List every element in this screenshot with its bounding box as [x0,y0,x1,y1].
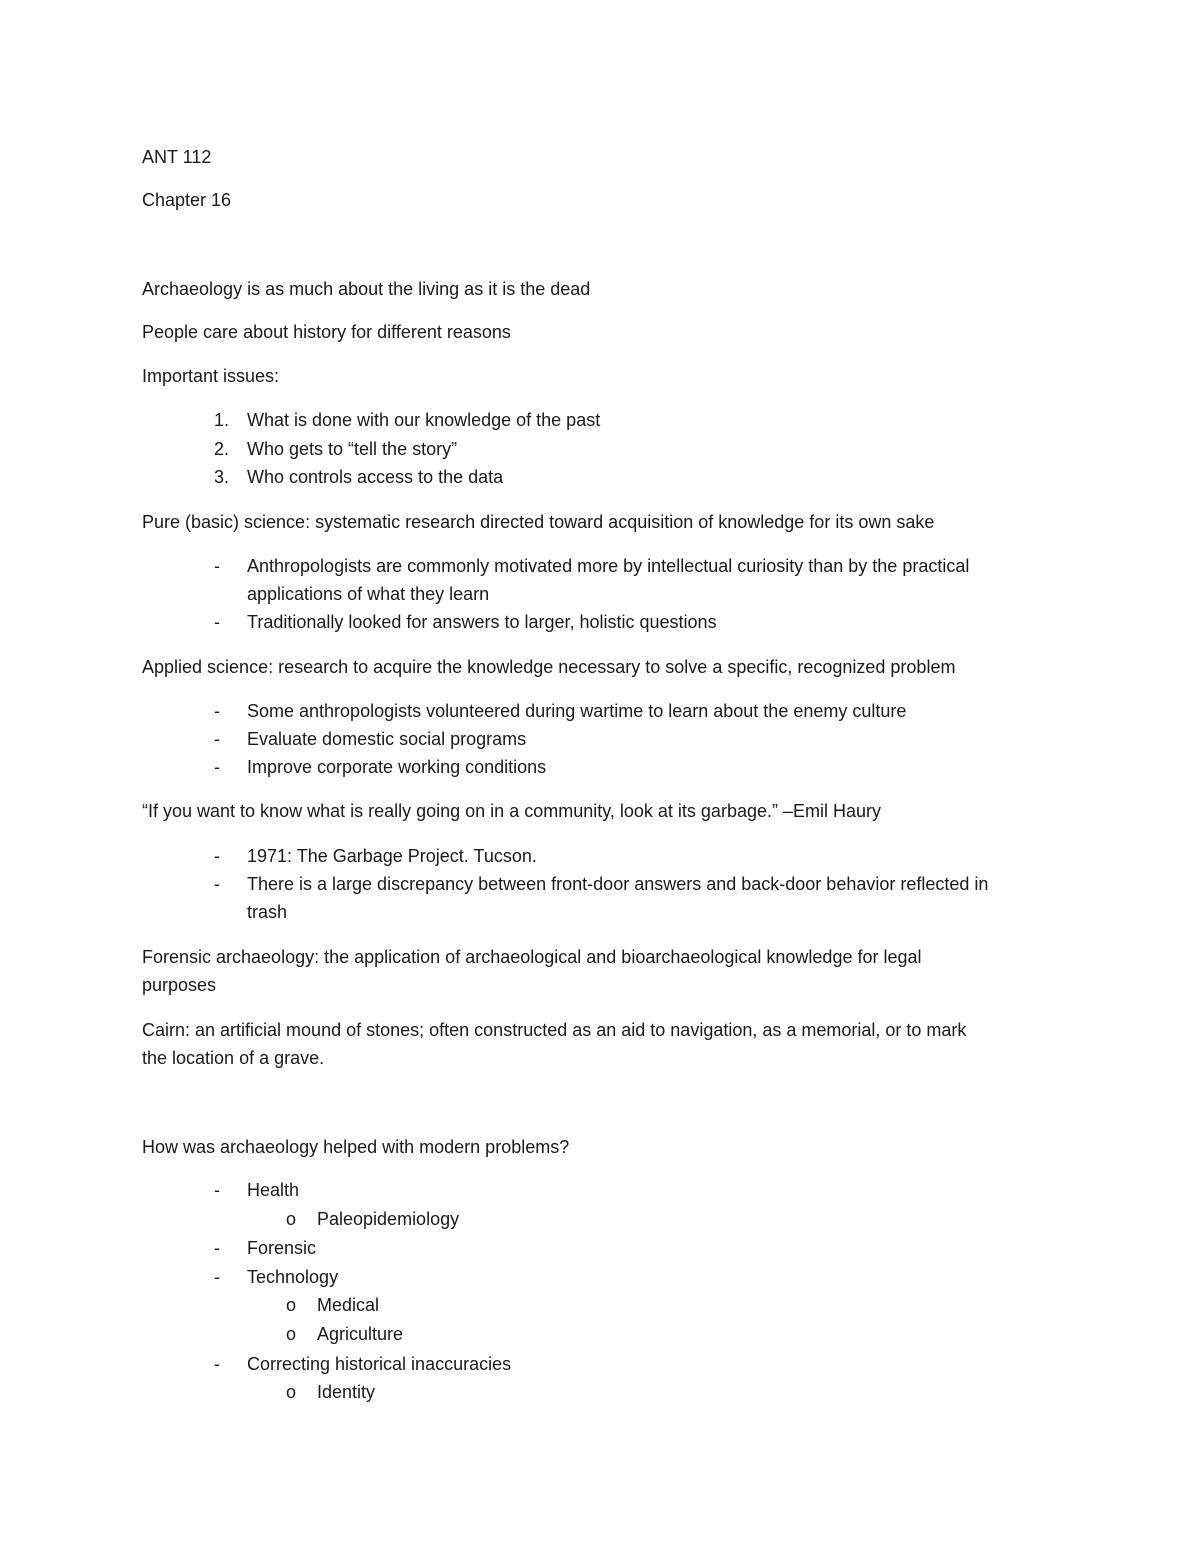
list-item: There is a large discrepancy between front-door answers and back-door behavior reflected in [247,874,989,894]
dash-bullet: - [214,1238,220,1258]
circle-bullet: o [286,1324,297,1344]
intro-paragraph: Archaeology is as much about the living as it is the dead [142,279,591,299]
list-item: Evaluate domestic social programs [247,729,527,749]
list-item-continuation: trash [247,902,288,922]
list-item: What is done with our knowledge of the past [247,410,601,430]
list-number: 2. [214,439,230,459]
dash-bullet: - [214,874,220,894]
dash-bullet: - [214,1354,220,1374]
dash-bullet: - [214,757,220,777]
cairn-definition: Cairn: an artificial mound of stones; often constructed as an aid to navigation, as a memorial, or to mark [142,1020,967,1040]
list-item: 1971: The Garbage Project. Tucson. [247,846,537,866]
list-number: 1. [214,410,230,430]
forensic-definition-continuation: purposes [142,975,217,995]
issues-heading: Important issues: [142,366,280,386]
list-item: Some anthropologists volunteered during wartime to learn about the enemy culture [247,701,907,721]
list-item: Who controls access to the data [247,467,504,487]
circle-bullet: o [286,1295,297,1315]
list-item: Traditionally looked for answers to larger, holistic questions [247,612,717,632]
circle-bullet: o [286,1382,297,1402]
pure-science-definition: Pure (basic) science: systematic research directed toward acquisition of knowledge for its own sake [142,512,935,532]
sub-list-item: Identity [317,1382,376,1402]
cairn-definition-continuation: the location of a grave. [142,1048,325,1068]
circle-bullet: o [286,1209,297,1229]
sub-list-item: Agriculture [317,1324,404,1344]
intro-paragraph: People care about history for different reasons [142,322,511,342]
sub-list-item: Paleopidemiology [317,1209,460,1229]
list-item: Forensic [247,1238,317,1258]
list-item: Technology [247,1267,339,1287]
list-item: Who gets to “tell the story” [247,439,458,459]
forensic-definition: Forensic archaeology: the application of archaeological and bioarchaeological knowledge for legal [142,947,922,967]
list-item: Correcting historical inaccuracies [247,1354,512,1374]
applied-science-definition: Applied science: research to acquire the knowledge necessary to solve a specific, recognized problem [142,657,956,677]
list-item: Anthropologists are commonly motivated more by intellectual curiosity than by the practical [247,556,970,576]
dash-bullet: - [214,701,220,721]
dash-bullet: - [214,1180,220,1200]
chapter-title: Chapter 16 [142,190,232,210]
garbage-quote: “If you want to know what is really going on in a community, look at its garbage.” –Emil Haury [142,801,882,821]
dash-bullet: - [214,1267,220,1287]
list-number: 3. [214,467,230,487]
dash-bullet: - [214,729,220,749]
list-item-continuation: applications of what they learn [247,584,490,604]
dash-bullet: - [214,846,220,866]
list-item: Health [247,1180,300,1200]
sub-list-item: Medical [317,1295,380,1315]
list-item: Improve corporate working conditions [247,757,547,777]
dash-bullet: - [214,612,220,632]
dash-bullet: - [214,556,220,576]
modern-problems-question: How was archaeology helped with modern problems? [142,1137,570,1157]
course-title: ANT 112 [142,147,212,167]
